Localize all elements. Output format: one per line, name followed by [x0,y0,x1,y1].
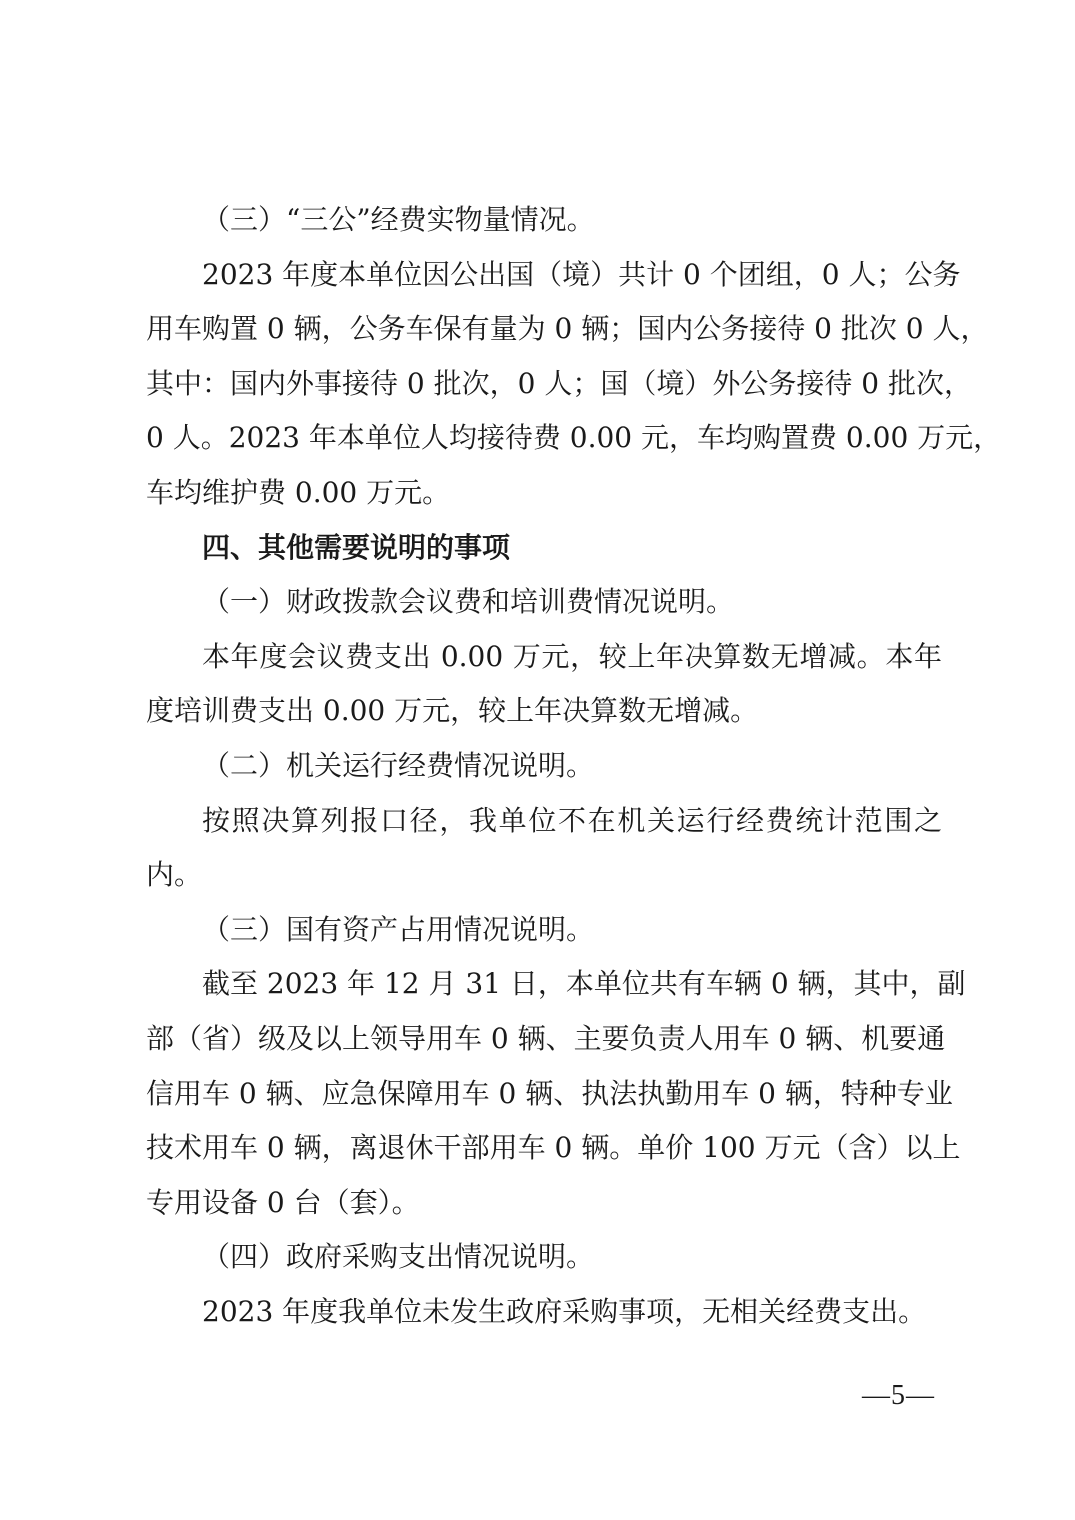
paragraph-line: 2023 年度我单位未发生政府采购事项，无相关经费支出。 [202,1294,927,1328]
paragraph-line: 2023 年度本单位因公出国（境）共计 0 个团组，0 人；公务 [202,257,961,291]
paragraph-line: 信用车 0 辆、应急保障用车 0 辆、执法执勤用车 0 辆，特种专业 [146,1076,953,1110]
paragraph-line: 用车购置 0 辆，公务车保有量为 0 辆；国内公务接待 0 批次 0 人， [146,312,989,346]
paragraph-line: 0 人。2023 年本单位人均接待费 0.00 元，车均购置费 0.00 万元， [146,421,1002,455]
subsection-title-operating-funds: （二）机关运行经费情况说明。 [202,748,595,782]
paragraph-line: 其中：国内外事接待 0 批次，0 人；国（境）外公务接待 0 批次， [146,366,972,400]
subsection-title-meeting-training: （一）财政拨款会议费和培训费情况说明。 [202,585,735,619]
paragraph-line: 按照决算列报口径，我单位不在机关运行经费统计范围之 [202,803,942,837]
section-heading-other-matters: 四、其他需要说明的事项 [202,530,511,564]
subsection-title-procurement: （四）政府采购支出情况说明。 [202,1240,595,1274]
paragraph-line: 截至 2023 年 12 月 31 日，本单位共有车辆 0 辆，其中，副 [202,967,966,1001]
page-number: —5— [862,1380,935,1411]
paragraph-line: 本年度会议费支出 0.00 万元，较上年决算数无增减。本年 [202,639,942,673]
paragraph-line: 度培训费支出 0.00 万元，较上年决算数无增减。 [146,694,759,728]
paragraph-line: 专用设备 0 台（套）。 [146,1185,420,1219]
subsection-title-state-assets: （三）国有资产占用情况说明。 [202,912,595,946]
section-title-sangong-physical: （三）“三公”经费实物量情况。 [202,203,595,236]
paragraph-line: 车均维护费 0.00 万元。 [146,475,451,509]
paragraph-line: 部（省）级及以上领导用车 0 辆、主要负责人用车 0 辆、机要通 [146,1021,946,1055]
document-body [146,193,1002,1339]
paragraph-line: 内。 [146,858,203,892]
paragraph-line: 技术用车 0 辆，离退休干部用车 0 辆。单价 100 万元（含）以上 [146,1131,961,1165]
